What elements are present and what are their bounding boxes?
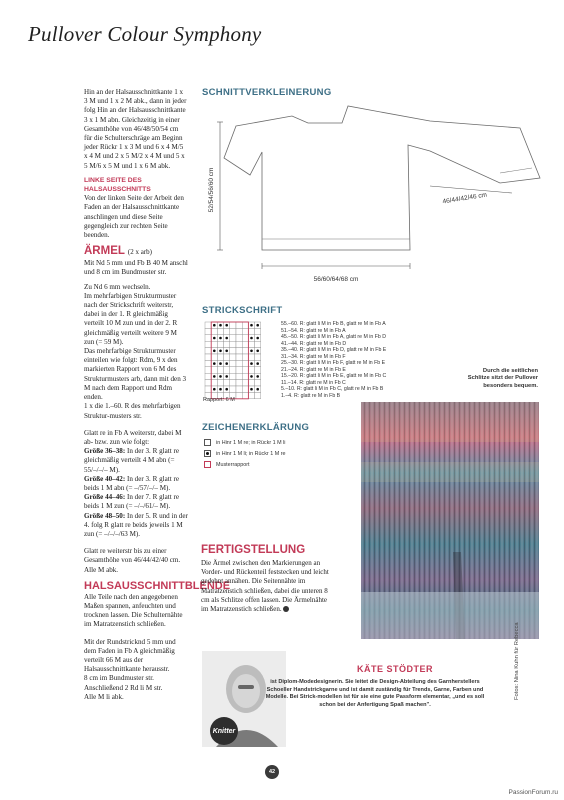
chart-row-description: 25.–30. R: glatt li M in Fb F, glatt re M in Fb E (281, 360, 386, 367)
purl-dot (225, 375, 228, 378)
chart-cell (230, 348, 236, 354)
knitwear-image (361, 402, 539, 639)
purl-dot (225, 337, 228, 340)
chart-cell (236, 360, 242, 366)
purl-dot (225, 388, 228, 391)
chart-row-description: 55.–60. R: glatt li M in Fb B, glatt re M in Fb A (281, 321, 386, 327)
paragraph: Alle M li abk. (84, 692, 124, 701)
chart-cell (242, 360, 248, 366)
aermel-suffix: (2 x arb) (127, 248, 152, 257)
chart-cell (211, 380, 217, 386)
paragraph: Alle M abk. (84, 565, 119, 574)
chart-row-description: 15.–20. R: glatt li M in Fb E, glatt re M in Fb C (281, 373, 387, 380)
chart-cell (242, 354, 248, 360)
chart-row-description: 21.–24. R: glatt re M in Fb E (281, 366, 346, 373)
legend-text: in Hinr 1 M re; in Rückr 1 M li (216, 439, 286, 446)
chart-cell (217, 341, 223, 347)
chart-cell (230, 367, 236, 373)
aermel-heading: ÄRMEL (84, 245, 125, 258)
purl-dot (250, 362, 253, 365)
paragraph: Mit Nd 5 mm und Fb B 40 M anschl und 8 cm im Bundmuster str. (84, 259, 188, 277)
chart-cell (205, 335, 211, 341)
chart-cell (230, 335, 236, 341)
chart-cell (236, 373, 242, 379)
chart-cell (224, 380, 230, 386)
chart-cell (248, 392, 254, 398)
chart-row-description: 35.–40. R: glatt li M in Fb D, glatt re M in Fb E (281, 347, 387, 354)
height-label: 52/54/56/60 cm (208, 167, 215, 213)
legend-item (204, 459, 286, 470)
purl-dot (219, 388, 222, 391)
chart-cell (236, 341, 242, 347)
width-label: 56/60/64/68 cm (313, 276, 359, 283)
legend-text: in Hinr 1 M li; in Rückr 1 M re (216, 450, 286, 457)
chart-cell (230, 386, 236, 392)
chart-row-description: 41.–44. R: glatt re M in Fb D (281, 340, 347, 347)
chart-cell (230, 380, 236, 386)
purl-dot (256, 388, 259, 391)
chart-cell (255, 328, 261, 334)
pattern-schematic (200, 100, 545, 290)
chart-cell (236, 386, 242, 392)
size-paragraph (84, 447, 188, 475)
footer-watermark: PassionForum.ru (508, 789, 558, 796)
purl-dot (250, 375, 253, 378)
chart-cell (242, 335, 248, 341)
chart-row-description: 11.–14. R: glatt re M in Fb C (281, 379, 346, 386)
purl-dot (250, 324, 253, 327)
page-title: Pullover Colour Symphony (28, 22, 262, 46)
symbol-legend (204, 437, 286, 470)
schnitt-heading: SCHNITTVERKLEINERUNG (202, 87, 332, 98)
purl-dot (256, 350, 259, 353)
chart-cell (248, 367, 254, 373)
size-label: Größe 48–50: (84, 511, 126, 520)
chart-cell (224, 367, 230, 373)
chart-cell (205, 354, 211, 360)
purl-dot (256, 362, 259, 365)
chart-row-description: 31.–34. R: glatt re M in Fb F (281, 353, 346, 360)
chart-cell (248, 380, 254, 386)
chart-cell (224, 354, 230, 360)
chart-row-description: 45.–50. R: glatt li M in Fb A, glatt re M in Fb D (281, 334, 386, 341)
chart-cell (255, 367, 261, 373)
paragraph: Anschließend 2 Rd li M str. (84, 683, 163, 692)
chart-cell (230, 354, 236, 360)
chart-cell (242, 341, 248, 347)
chart-cell (211, 367, 217, 373)
chart-cell (236, 348, 242, 354)
purl-dot (250, 350, 253, 353)
size-text: In der 3. R glatt re gleichmäßig verteilt 4 M abn (= 55/–/–/– M). (84, 447, 179, 474)
paragraph: Glatt re weiterstr bis zu einer Gesamthöhe von 46/44/42/40 cm. (84, 547, 181, 565)
strickschrift-heading: STRICKSCHRIFT (202, 305, 283, 316)
chart-cell (217, 354, 223, 360)
section-heading-aermel (84, 245, 188, 259)
chart-cell (205, 386, 211, 392)
chart-row-description: 5.–10. R: glatt li M in Fb C, glatt re M in Fb B (281, 386, 384, 393)
chart-cell (248, 341, 254, 347)
chart-cell (248, 354, 254, 360)
chart-cell (236, 367, 242, 373)
chart-cell (242, 322, 248, 328)
hals-heading: HALSAUSSCHNITTBLENDE (84, 579, 231, 592)
purl-dot (256, 337, 259, 340)
purl-dot (213, 375, 216, 378)
paragraph: Alle Teile nach den angegebenen Maßen spannen, anfeuchten und trocknen lassen. Die Schulternähte im Matratzenstich schließen. (84, 592, 183, 629)
chart-cell (211, 328, 217, 334)
chart-cell (236, 322, 242, 328)
chart-cell (217, 367, 223, 373)
sleeve-dimension-line (430, 186, 512, 193)
chart-cell (242, 392, 248, 398)
size-text: In der 7. R glatt re beids 1 M zun (= –/–/61/– M). (84, 493, 179, 511)
chart-cell (242, 348, 248, 354)
knitting-chart-legend (281, 321, 386, 400)
chart-cell (236, 328, 242, 334)
chart-cell (255, 392, 261, 398)
knitter-badge: Knitter (210, 717, 238, 745)
zeichen-heading: ZEICHENERKLÄRUNG (202, 422, 310, 433)
chart-cell (236, 354, 242, 360)
purl-dot (219, 362, 222, 365)
purl-dot (213, 324, 216, 327)
chart-cell (217, 380, 223, 386)
chart-cell (205, 373, 211, 379)
legend-item (204, 437, 286, 448)
size-paragraph (84, 512, 188, 540)
chart-cell (242, 367, 248, 373)
paragraph: Im mehrfarbigen Strukturmuster nach der Strickschrift weiterstr, dabei in der 1. R gleichmäßig verteilt 10 M zun und in der 2. R gleichmäßig verteilt weitere 9 M zun (= 59 M). (84, 291, 178, 346)
purl-dot (213, 337, 216, 340)
size-text: In der 5. R und in der 4. folg R glatt re beids jeweils 1 M zun (= –/–/–/63 M). (84, 511, 188, 538)
chart-cell (205, 348, 211, 354)
rapport-label: Rapport: 6 M (203, 397, 235, 403)
page-number: 42 (265, 765, 279, 779)
chart-cell (224, 341, 230, 347)
paragraph: Hin an der Halsausschnittkante 1 x 3 M und 1 x 2 M abk., dann in jeder folg Hin an der Halsausschnittkante 3 x 1 M abn. Gleichzeitig in einer Gesamthöhe von 46/48/50/54 cm für die Schulterschräge am Beginn jeder Rückr 1 x 3 M und 6 x 4 M/5 x 4 M und 2 x 5 M/2 x 4 M und 5 x 5 M/6 x 5 M und 1 x 6 M abk. (84, 88, 187, 170)
fertig-paragraph: Die Ärmel zwischen den Markierungen an Vorder- und Rückenteil feststecken und leicht gedehnt annähen. Die Seitennähte im Matratzenstich schließen, dabei die unteren 8 cm als Schlitze offen lassen. Die Ärmelnähte im Matratzenstich schließen. (201, 559, 329, 614)
size-label: Größe 40–42: (84, 474, 126, 483)
chart-cell (255, 354, 261, 360)
knit-symbol-icon (204, 439, 211, 446)
end-mark-icon (283, 606, 289, 612)
purl-dot (219, 350, 222, 353)
purl-dot (250, 337, 253, 340)
purl-dot (256, 375, 259, 378)
legend-text: Musterrapport (216, 461, 250, 468)
chart-cell (205, 380, 211, 386)
paragraph: Zu Nd 6 mm wechseln. (84, 282, 151, 291)
fertig-heading: FERTIGSTELLUNG (201, 544, 306, 556)
chart-cell (242, 328, 248, 334)
purl-dot (219, 337, 222, 340)
designer-bio: ist Diplom-Modedesignerin. Sie leitet die Design-Abteilung des Garnherstellers Schoeller Handstrickgarne und ist damit zuständig für Trends, Garne, Farben und Modelle. Bei Strick-modellen ist für sie eine gute Passform elementar, „und es soll schon bei der Anfertigung Spaß machen". (265, 679, 485, 708)
designer-name: KÄTE STÖDTER (356, 664, 433, 674)
purl-dot (256, 324, 259, 327)
chart-cell (211, 341, 217, 347)
purl-dot (213, 362, 216, 365)
chart-cell (236, 335, 242, 341)
chart-cell (236, 392, 242, 398)
section-heading: LINKE SEITE DES HALSAUSSCHNITTS (84, 176, 151, 194)
size-paragraph (84, 475, 188, 493)
chart-cell (224, 328, 230, 334)
chart-cell (217, 328, 223, 334)
chart-cell (242, 380, 248, 386)
purl-dot (250, 388, 253, 391)
purl-dot (225, 324, 228, 327)
legend-item (204, 448, 286, 459)
chart-cell (230, 322, 236, 328)
paragraph: Mit der Rundstricknd 5 mm und dem Faden in Fb A gleichmäßig verteilt 66 M aus der Halsausschnittkante herausstr. (84, 637, 176, 674)
chart-cell (211, 354, 217, 360)
chart-cell (230, 341, 236, 347)
purl-dot (225, 362, 228, 365)
sleeve-label: 46/44/42/46 cm (442, 191, 488, 206)
purl-dot (225, 350, 228, 353)
chart-cell (205, 328, 211, 334)
chart-row-description: 51.–54. R: glatt re M in Fb A (281, 327, 346, 334)
fertig-text (201, 559, 329, 614)
purl-dot (213, 350, 216, 353)
chart-cell (230, 373, 236, 379)
chart-cell (230, 360, 236, 366)
repeat-symbol-icon (204, 461, 211, 468)
size-label: Größe 44–46: (84, 493, 126, 502)
size-text: In der 3. R glatt re beids 1 M abn (= –/57/–/– M). (84, 474, 179, 492)
chart-cell (205, 360, 211, 366)
purl-dot (213, 388, 216, 391)
chart-cell (205, 367, 211, 373)
chart-cell (242, 373, 248, 379)
photo-caption: Durch die seitlichen Schlitze sitzt der Pullover besonders bequem. (467, 368, 538, 389)
paragraph: 8 cm im Bundmuster str. (84, 674, 154, 683)
paragraph: Glatt re in Fb A weiterstr, dabei M ab- bzw. zun wie folgt: (84, 428, 182, 446)
size-label: Größe 36–38: (84, 447, 126, 456)
purl-symbol-icon (204, 450, 211, 457)
chart-cell (242, 386, 248, 392)
chart-cell (230, 328, 236, 334)
paragraph: 1 x die 1.–60. R des mehrfarbigen Struktur-musters str. (84, 402, 181, 420)
chart-cell (248, 328, 254, 334)
size-paragraph (84, 493, 188, 511)
chart-cell (205, 322, 211, 328)
chart-cell (205, 341, 211, 347)
photo-credit: Fotos: Nina Kuhn für Rebecca (514, 622, 520, 700)
chart-cell (236, 380, 242, 386)
knitting-chart-grid (203, 320, 273, 400)
knitwear-photo (361, 402, 539, 639)
purl-dot (219, 375, 222, 378)
chart-row-description: 1.–4. R: glatt re M in Fb B (281, 393, 341, 400)
chart-cell (255, 380, 261, 386)
purl-dot (219, 324, 222, 327)
chart-cell (255, 341, 261, 347)
paragraph: Das mehrfarbige Strukturmuster einteilen wie folgt: Rdm, 9 x den markierten Rapport von 6 M des Strukturmusters arb, dann mit den 3 M nach dem Rapport und Rdm enden. (84, 347, 187, 402)
sweater-outline (224, 106, 540, 250)
paragraph: Von der linken Seite der Arbeit den Faden an der Halsausschnittkante anschlingen und diese Seite gegengleich zur rechten Seite beenden. (84, 194, 184, 240)
